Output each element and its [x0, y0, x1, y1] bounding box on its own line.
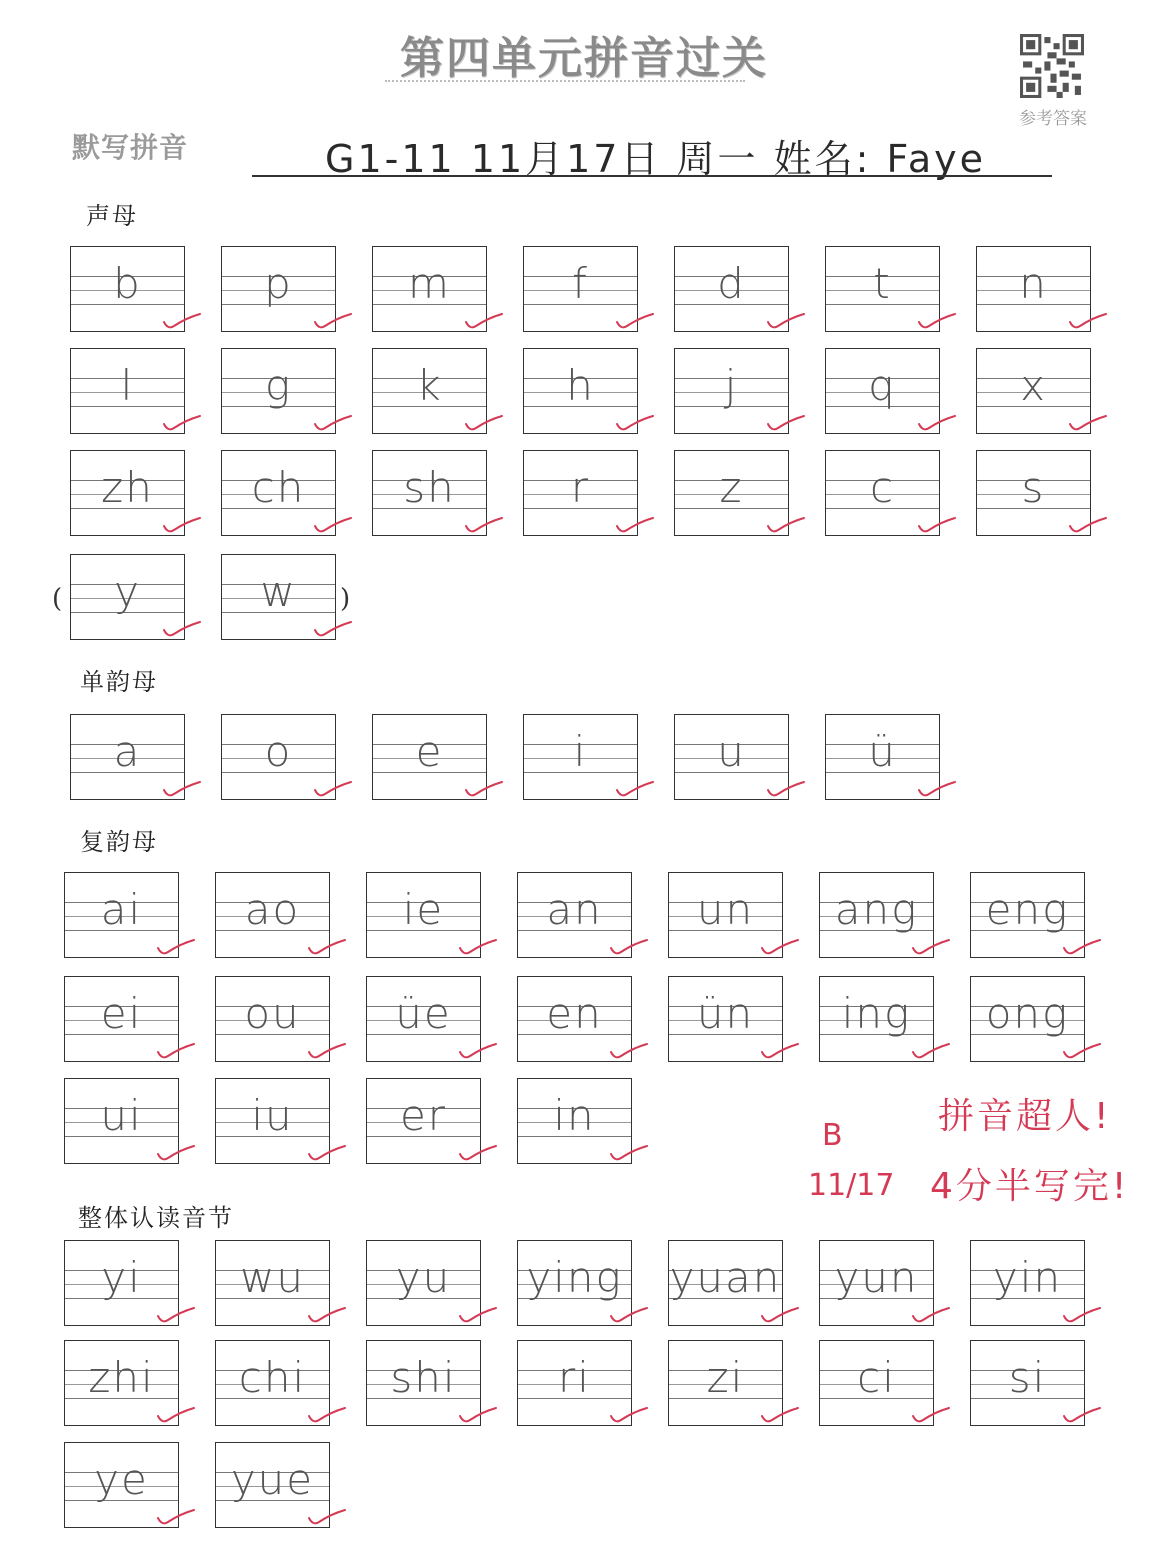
- answer-text: an: [546, 885, 603, 934]
- red-check-mark-icon: [156, 1508, 196, 1528]
- red-check-mark-icon: [1062, 1406, 1102, 1426]
- answer-text: yin: [992, 1253, 1063, 1302]
- teacher-comment-line-1: 拼音超人!: [938, 1096, 1112, 1137]
- answer-text: y: [114, 567, 141, 616]
- red-check-mark-icon: [307, 1144, 347, 1164]
- answer-text: j: [724, 361, 739, 410]
- answer-text: w: [260, 567, 297, 616]
- answer-text: z: [719, 463, 744, 512]
- red-check-mark-icon: [464, 414, 504, 434]
- answer-text: ao: [244, 885, 301, 934]
- open-parenthesis: (: [52, 584, 63, 614]
- answer-text: zi: [706, 1353, 745, 1402]
- answer-text: eng: [985, 885, 1070, 934]
- grade-mark: B: [822, 1118, 843, 1153]
- qr-code-icon: [1020, 34, 1084, 98]
- answer-text: üe: [395, 989, 452, 1038]
- red-check-mark-icon: [609, 1144, 649, 1164]
- answer-text: o: [264, 727, 293, 776]
- answer-text: c: [869, 463, 896, 512]
- red-check-mark-icon: [760, 1042, 800, 1062]
- red-check-mark-icon: [1068, 312, 1108, 332]
- teacher-comment-line-2: 4分半写完!: [930, 1166, 1130, 1207]
- red-check-mark-icon: [911, 938, 951, 958]
- answer-text: ün: [696, 989, 755, 1038]
- answer-text: ong: [985, 989, 1070, 1038]
- answer-text: yu: [395, 1253, 452, 1302]
- red-check-mark-icon: [162, 516, 202, 536]
- answer-text: yun: [834, 1253, 919, 1302]
- red-check-mark-icon: [911, 1306, 951, 1326]
- red-check-mark-icon: [917, 516, 957, 536]
- answer-text: k: [416, 361, 443, 410]
- red-check-mark-icon: [911, 1042, 951, 1062]
- section-label-compound-finals: 复韵母: [80, 828, 158, 856]
- answer-text: ye: [94, 1455, 149, 1504]
- answer-text: b: [113, 259, 142, 308]
- answer-text: yuan: [669, 1253, 782, 1302]
- red-check-mark-icon: [307, 938, 347, 958]
- red-check-mark-icon: [609, 1042, 649, 1062]
- red-check-mark-icon: [307, 1042, 347, 1062]
- section-label-initials: 声母: [86, 202, 138, 230]
- section-label-simple-finals: 单韵母: [80, 668, 158, 696]
- red-check-mark-icon: [766, 780, 806, 800]
- answer-text: i: [573, 727, 588, 776]
- answer-text: ou: [244, 989, 301, 1038]
- red-check-mark-icon: [156, 1042, 196, 1062]
- red-check-mark-icon: [760, 1406, 800, 1426]
- answer-text: n: [1019, 259, 1048, 308]
- name-underline: [252, 175, 1052, 177]
- red-check-mark-icon: [458, 1306, 498, 1326]
- answer-text: u: [717, 727, 746, 776]
- answer-text: ang: [834, 885, 919, 934]
- answer-text: ui: [100, 1091, 143, 1140]
- section-subtitle: 默写拼音: [72, 131, 189, 164]
- answer-text: si: [1008, 1353, 1047, 1402]
- answer-text: ing: [841, 989, 912, 1038]
- answer-text: e: [415, 727, 444, 776]
- red-check-mark-icon: [156, 1144, 196, 1164]
- red-check-mark-icon: [609, 1406, 649, 1426]
- red-check-mark-icon: [615, 312, 655, 332]
- red-check-mark-icon: [766, 312, 806, 332]
- answer-text: s: [1021, 463, 1046, 512]
- section-label-whole-syllables: 整体认读音节: [78, 1204, 234, 1232]
- answer-text: chi: [238, 1353, 307, 1402]
- answer-text: ai: [100, 885, 143, 934]
- red-check-mark-icon: [1068, 414, 1108, 434]
- answer-text: wu: [240, 1253, 305, 1302]
- red-check-mark-icon: [615, 516, 655, 536]
- answer-text: un: [696, 885, 755, 934]
- answer-text: l: [120, 361, 135, 410]
- red-check-mark-icon: [1062, 1042, 1102, 1062]
- red-check-mark-icon: [760, 938, 800, 958]
- answer-text: a: [113, 727, 142, 776]
- answer-text: ying: [526, 1253, 623, 1302]
- qr-caption: 参考答案: [1019, 109, 1087, 129]
- student-info-line: G1-11 11月17日 周一 姓名: Faye: [325, 137, 987, 181]
- red-check-mark-icon: [313, 620, 353, 640]
- answer-text: t: [873, 259, 892, 308]
- red-check-mark-icon: [464, 312, 504, 332]
- answer-text: er: [399, 1091, 448, 1140]
- red-check-mark-icon: [313, 312, 353, 332]
- red-check-mark-icon: [162, 780, 202, 800]
- answer-text: ci: [857, 1353, 896, 1402]
- red-check-mark-icon: [458, 938, 498, 958]
- answer-text: zh: [101, 463, 154, 512]
- answer-text: sh: [403, 463, 456, 512]
- red-check-mark-icon: [760, 1306, 800, 1326]
- red-check-mark-icon: [766, 516, 806, 536]
- title-underline: [385, 80, 745, 82]
- red-check-mark-icon: [1068, 516, 1108, 536]
- answer-text: en: [546, 989, 603, 1038]
- red-check-mark-icon: [609, 1306, 649, 1326]
- red-check-mark-icon: [162, 312, 202, 332]
- grade-date: 11/17: [808, 1168, 895, 1203]
- red-check-mark-icon: [313, 414, 353, 434]
- answer-text: m: [408, 259, 451, 308]
- answer-text: ch: [251, 463, 306, 512]
- answer-text: ri: [558, 1353, 591, 1402]
- red-check-mark-icon: [917, 780, 957, 800]
- answer-text: shi: [390, 1353, 457, 1402]
- red-check-mark-icon: [1062, 938, 1102, 958]
- answer-text: ie: [402, 885, 445, 934]
- answer-text: yi: [101, 1253, 142, 1302]
- red-check-mark-icon: [911, 1406, 951, 1426]
- answer-text: ei: [100, 989, 143, 1038]
- red-check-mark-icon: [156, 1406, 196, 1426]
- answer-text: d: [717, 259, 746, 308]
- red-check-mark-icon: [615, 414, 655, 434]
- worksheet-title: 第四单元拼音过关: [400, 33, 768, 84]
- red-check-mark-icon: [162, 414, 202, 434]
- red-check-mark-icon: [307, 1406, 347, 1426]
- red-check-mark-icon: [917, 312, 957, 332]
- red-check-mark-icon: [458, 1406, 498, 1426]
- red-check-mark-icon: [313, 516, 353, 536]
- red-check-mark-icon: [464, 780, 504, 800]
- answer-text: f: [572, 259, 589, 308]
- answer-text: ü: [868, 727, 897, 776]
- red-check-mark-icon: [156, 1306, 196, 1326]
- red-check-mark-icon: [458, 1144, 498, 1164]
- red-check-mark-icon: [609, 938, 649, 958]
- red-check-mark-icon: [307, 1306, 347, 1326]
- answer-text: yue: [230, 1455, 315, 1504]
- red-check-mark-icon: [917, 414, 957, 434]
- red-check-mark-icon: [307, 1508, 347, 1528]
- red-check-mark-icon: [464, 516, 504, 536]
- red-check-mark-icon: [1062, 1306, 1102, 1326]
- answer-text: g: [264, 361, 293, 410]
- answer-text: zhi: [88, 1353, 155, 1402]
- close-parenthesis: ): [340, 584, 351, 614]
- red-check-mark-icon: [615, 780, 655, 800]
- red-check-mark-icon: [156, 938, 196, 958]
- answer-text: p: [264, 259, 293, 308]
- answer-text: in: [553, 1091, 596, 1140]
- red-check-mark-icon: [162, 620, 202, 640]
- answer-text: r: [570, 463, 591, 512]
- red-check-mark-icon: [313, 780, 353, 800]
- answer-text: iu: [251, 1091, 294, 1140]
- answer-text: h: [566, 361, 595, 410]
- red-check-mark-icon: [458, 1042, 498, 1062]
- answer-text: q: [868, 361, 897, 410]
- red-check-mark-icon: [766, 414, 806, 434]
- answer-text: x: [1020, 361, 1047, 410]
